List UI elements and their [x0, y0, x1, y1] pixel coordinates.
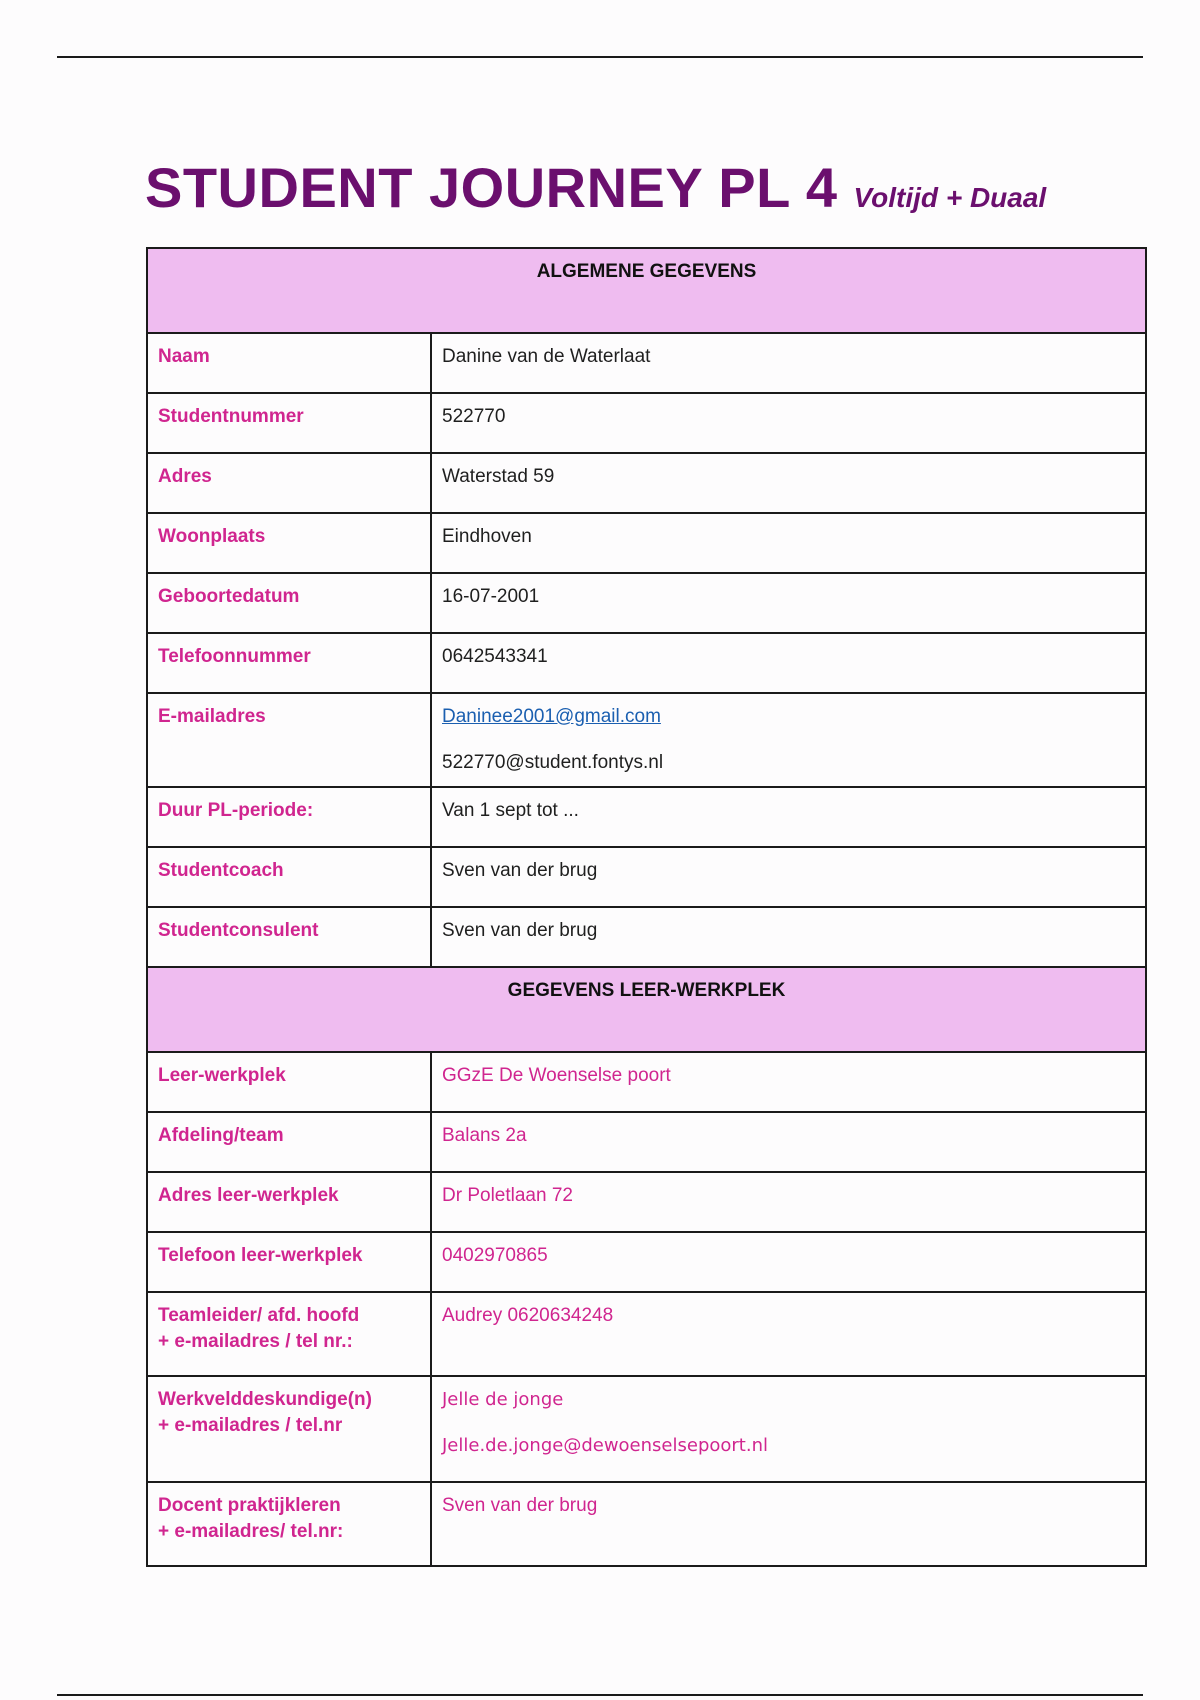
student-info-table [146, 247, 1147, 1567]
field-value-leerwerkplek: GGzE De Woenselse poort [431, 1052, 1146, 1112]
field-label-adres: Adres [147, 453, 431, 513]
field-label-telefoonnummer: Telefoonnummer [147, 633, 431, 693]
table-row [147, 693, 1146, 787]
field-value-studentconsulent: Sven van der brug [431, 907, 1146, 967]
table-row [147, 573, 1146, 633]
field-value-telefoonnummer: 0642543341 [431, 633, 1146, 693]
field-value-teamleider: Audrey 0620634248 [431, 1292, 1146, 1376]
field-label-studentnummer: Studentnummer [147, 393, 431, 453]
table-row [147, 847, 1146, 907]
field-value-adres: Waterstad 59 [431, 453, 1146, 513]
table-row [147, 907, 1146, 967]
field-label-docent-line2: + e-mailadres/ tel.nr: [158, 1521, 344, 1542]
field-label-geboortedatum: Geboortedatum [147, 573, 431, 633]
field-value-telefoon-werkplek: 0402970865 [431, 1232, 1146, 1292]
section-header-row [147, 248, 1146, 333]
field-label-docent [147, 1482, 431, 1566]
table-row [147, 1112, 1146, 1172]
field-label-studentconsulent: Studentconsulent [147, 907, 431, 967]
field-value-docent: Sven van der brug [431, 1482, 1146, 1566]
field-label-teamleider-line2: + e-mailadres / tel nr.: [158, 1331, 353, 1352]
field-value-studentcoach: Sven van der brug [431, 847, 1146, 907]
document-title-block [145, 155, 1046, 220]
document-title: STUDENT JOURNEY PL 4 [145, 156, 838, 219]
table-row [147, 453, 1146, 513]
field-value-duur: Van 1 sept tot ... [431, 787, 1146, 847]
table-row [147, 333, 1146, 393]
field-value-email [431, 693, 1146, 787]
top-rule [57, 56, 1143, 58]
field-value-adres-werkplek: Dr Poletlaan 72 [431, 1172, 1146, 1232]
section-header-general: ALGEMENE GEGEVENS [147, 248, 1146, 333]
table-row [147, 787, 1146, 847]
field-value-werkveld-email: Jelle.de.jonge@dewoenselsepoort.nl [442, 1435, 768, 1456]
field-label-teamleider-line1: Teamleider/ afd. hoofd [158, 1305, 360, 1326]
bottom-rule [57, 1694, 1143, 1696]
field-value-studentnummer: 522770 [431, 393, 1146, 453]
field-label-woonplaats: Woonplaats [147, 513, 431, 573]
field-value-werkveld-name: Jelle de jonge [442, 1389, 564, 1410]
email-link[interactable]: Daninee2001@gmail.com [442, 706, 661, 727]
table-row [147, 1232, 1146, 1292]
field-value-woonplaats: Eindhoven [431, 513, 1146, 573]
field-value-naam: Danine van de Waterlaat [431, 333, 1146, 393]
table-row [147, 1172, 1146, 1232]
field-label-werkveld [147, 1376, 431, 1482]
field-value-afdeling: Balans 2a [431, 1112, 1146, 1172]
field-label-duur: Duur PL-periode: [147, 787, 431, 847]
field-label-naam: Naam [147, 333, 431, 393]
table-row [147, 1482, 1146, 1566]
field-value-werkveld [431, 1376, 1146, 1482]
field-value-geboortedatum: 16-07-2001 [431, 573, 1146, 633]
table-row [147, 1052, 1146, 1112]
field-label-adres-werkplek: Adres leer-werkplek [147, 1172, 431, 1232]
field-label-studentcoach: Studentcoach [147, 847, 431, 907]
field-label-telefoon-werkplek: Telefoon leer-werkplek [147, 1232, 431, 1292]
table-row [147, 1376, 1146, 1482]
table-row [147, 1292, 1146, 1376]
field-label-email: E-mailadres [147, 693, 431, 787]
table-row [147, 513, 1146, 573]
section-header-workplace: GEGEVENS LEER-WERKPLEK [147, 967, 1146, 1052]
field-label-afdeling: Afdeling/team [147, 1112, 431, 1172]
field-label-teamleider [147, 1292, 431, 1376]
section-header-row [147, 967, 1146, 1052]
field-label-werkveld-line2: + e-mailadres / tel.nr [158, 1415, 343, 1436]
document-subtitle: Voltijd + Duaal [853, 182, 1047, 213]
email-secondary: 522770@student.fontys.nl [442, 752, 664, 773]
field-label-docent-line1: Docent praktijkleren [158, 1495, 341, 1516]
table-row [147, 393, 1146, 453]
field-label-leerwerkplek: Leer-werkplek [147, 1052, 431, 1112]
table-row [147, 633, 1146, 693]
field-label-werkveld-line1: Werkvelddeskundige(n) [158, 1389, 372, 1410]
